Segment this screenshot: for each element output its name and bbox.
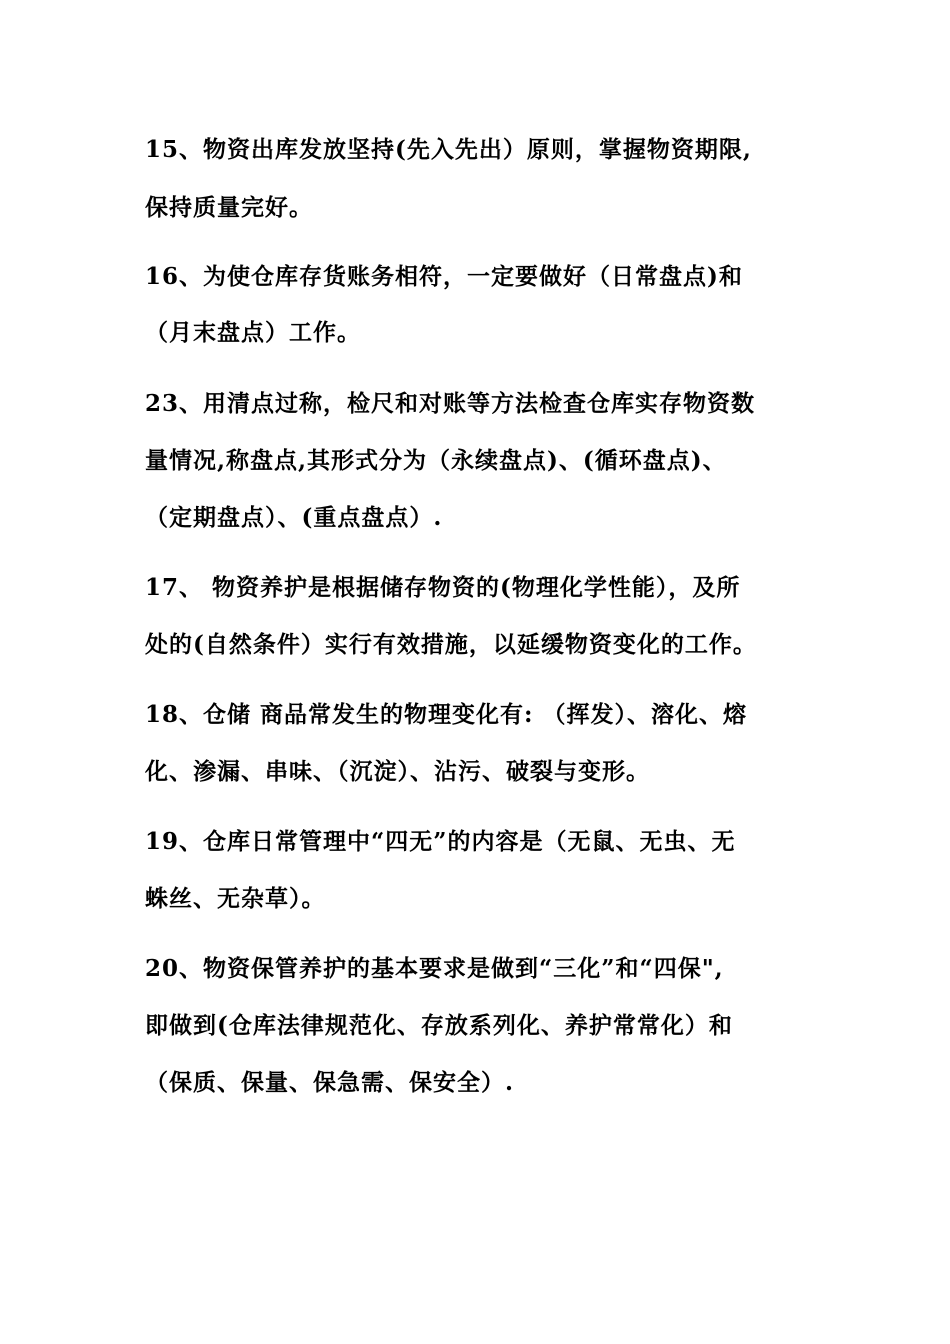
text-line-q16-part2: （月末盘点）工作。 (145, 319, 361, 346)
text-line-q17-part1: 17、 物资养护是根据储存物资的(物理化学性能），及所 (145, 574, 741, 601)
text-line-q18-part2: 化、渗漏、串味、（沉淀）、沾污、破裂与变形。 (145, 758, 650, 785)
text-line-q19-part2: 蛛丝、无杂草）。 (145, 885, 326, 912)
text-line-q16-part1: 16、为使仓库存货账务相符，一定要做好（日常盘点)和 (145, 263, 743, 290)
text-line-q23-part1: 23、用清点过称，检尺和对账等方法检查仓库实存物资数 (145, 390, 756, 417)
text-line-q15-part2: 保持质量完好。 (145, 194, 313, 221)
text-line-q23-part2: 量情况,称盘点,其形式分为（永续盘点)、(循环盘点)、 (145, 447, 727, 474)
text-line-q15-part1: 15、物资出库发放坚持(先入先出）原则，掌握物资期限, (145, 136, 752, 163)
text-line-q20-part1: 20、物资保管养护的基本要求是做到“三化”和“四保", (145, 955, 724, 982)
text-line-q23-part3: （定期盘点）、(重点盘点）. (145, 504, 443, 531)
text-line-q20-part2: 即做到(仓库法律规范化、存放系列化、养护常常化）和 (145, 1012, 733, 1039)
text-line-q19-part1: 19、仓库日常管理中“四无”的内容是（无鼠、无虫、无 (145, 828, 736, 855)
text-line-q18-part1: 18、仓储 商品常发生的物理变化有: （挥发）、溶化、熔 (145, 701, 748, 728)
text-line-q17-part2: 处的(自然条件）实行有效措施，以延缓物资变化的工作。 (145, 631, 757, 658)
text-line-q20-part3: （保质、保量、保急需、保安全）. (145, 1069, 515, 1096)
